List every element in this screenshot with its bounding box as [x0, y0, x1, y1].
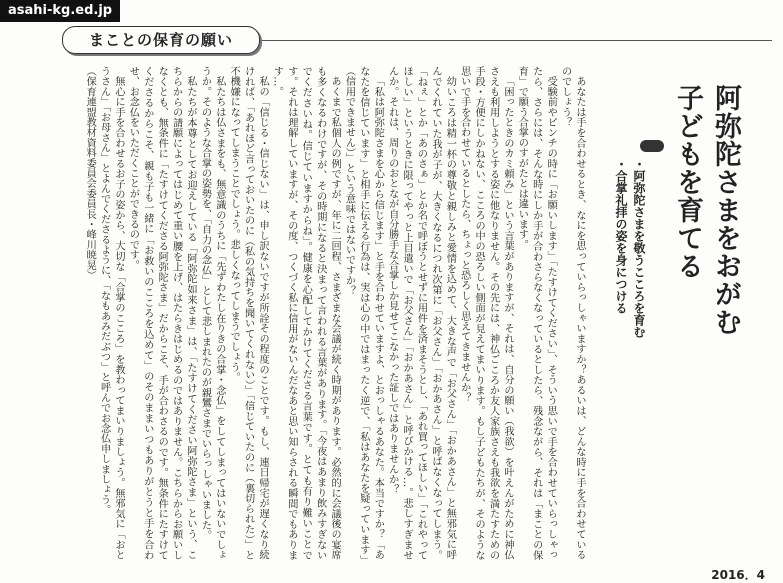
section-title: まことの保育の願い	[88, 31, 233, 49]
paragraph: 私たちは仏さまをも、無意識のうちに「先ずわたし在りきの合掌・念仏」をしてしまってはいないでしょうか。そのような合掌の姿勢を、「自力の念仏」として悲しまれたのが親鸞さまでいらっしゃいました。	[199, 66, 225, 560]
paragraph: 受験前やピンチの時に「お願いします」「たすけてください」、そういう思いで手を合わせていらっしゃったら、さらには、そんな時にしか手が合わさらなくなっているとしたら、残念ながら、それは「まことの保育」で願う合掌のすがたとは違います。	[516, 66, 557, 560]
paragraph: 「私は阿弥陀さまを心から信じます」と手を合わせていますよ、とおっしゃるあなた。本当ですか？「あなたを信じています」と相手に伝える行為は、実は心の中ではまったく逆で、「私はあなたを疑っています」（信用できません）」という意味ではないですか？	[343, 66, 384, 560]
paragraph: 私たちが本尊としてお迎えしている「阿弥陀如来さま」は、「たすけてください阿弥陀さま」という、こちらからの請願によってはじめて重い腰を上げ、はたらきはじめるのではありません。こちらからお願いしなくとも、無条件に「たすけてくださる阿弥陀さま」だからこそ、手が合わさるのです。無条件にたすけてくださるからこそ、親も子も一緒に「お救いのこころを込めて」のそのままいつもありがとうと手を合わせ、お念仏をいただくことができるのです。	[127, 66, 197, 560]
article-subtitle	[612, 158, 648, 408]
title-line-1: 阿弥陀さまをおがむ	[710, 84, 741, 336]
header-divider	[262, 40, 772, 41]
title-line-2: 子どもを育てる	[672, 84, 703, 280]
subtitle-line-2: ・合掌礼拝の姿を身につける	[614, 158, 628, 314]
paragraph: 幼いころは精一杯の尊敬と親しみと愛情を込めて、大きな声で「お父さん」「おかあさん」と無邪気に呼んでくれていた我が子が、大きくなるにつれ次第に「お父さん」「おかあさん」と呼ばなくなってしまう。「ねぇ」とか「あのさぁ」とか名で呼ぼうとせずに用件を済まそうとし、「あれ買ってほしい」「これやってほしい」というときに限ってやっと上目遣いで「お父さん」「おかあさん」と呼びかける…。悲しすぎませんか。それは、周りのおとなが自分勝手な合掌しか見せてこなかった証しではありませんか？	[386, 66, 456, 560]
article-body	[18, 66, 586, 560]
section-header	[62, 26, 260, 54]
paragraph: あなたは手を合わせるとき、なにを思っていらっしゃいますか？あるいは、どんな時に手を合わせているのでしょう？	[559, 66, 585, 560]
article-title	[668, 84, 744, 384]
page-date: 2016．4	[711, 568, 765, 582]
paragraph: 「困ったときのカミ頼み」という言葉がありますが、それは、自分の願い（我欲）を叶えんがために神仏さえも利用しようとする姿に他なりません。その先には、神仏ごころか友人家族さえも我欲を満たすための手段・方便にしかねない、こころの中の恐ろしい側面が見えてまいります。もし子どもたちが、そのような思いで手を合わせているとしたら、ちょっと恐ろしく思えてきませんか？	[458, 66, 513, 560]
subtitle-line-1: ・阿弥陀さまを敬うこころを育む	[632, 158, 646, 338]
paragraph: あくまで私個人の例ですが、年に二回程、さまざまな会議が続く時期があります。必然的に会議後の宴席も多くなるわけですが、その時期になると決まって言われる言葉があります。「今夜はあまり飲みすぎないでくださいね。信じていますからね」。健康を心配してかけてくださる言葉です。とても有り難いことです。それは理解していますが、その度、つくづく私に信用がないんだなあと思い知らされる瞬間でもあります…。	[271, 66, 341, 560]
paragraph: 無心に手を合わせるお子の姿から、大切な「合掌のこころ」を教わってまいりましょう。無邪気に「おとうさん」「お母さん」とよんでくださるように、「なもあみだぶつ」と呼んでお念仏申しましょう。	[98, 66, 124, 560]
badge-icon	[640, 140, 664, 152]
attribution: （保育連盟教材資料委員会委員長・峰川暁晃）	[84, 66, 96, 281]
site-watermark: asahi-kg.ed.jp	[0, 0, 120, 22]
paragraph: 私の「信じる・信じない」は、申し訳ないですが所詮その程度のことです。もし、連日帰宅が遅くなり続ければ、「あれほど言っておいたのに（私の気持ちを聞いてくれない）」「信じていたのに（裏切られた）」と不機嫌になってしまうことでしょう。悲しくなってしまうでしょう。	[228, 66, 269, 560]
